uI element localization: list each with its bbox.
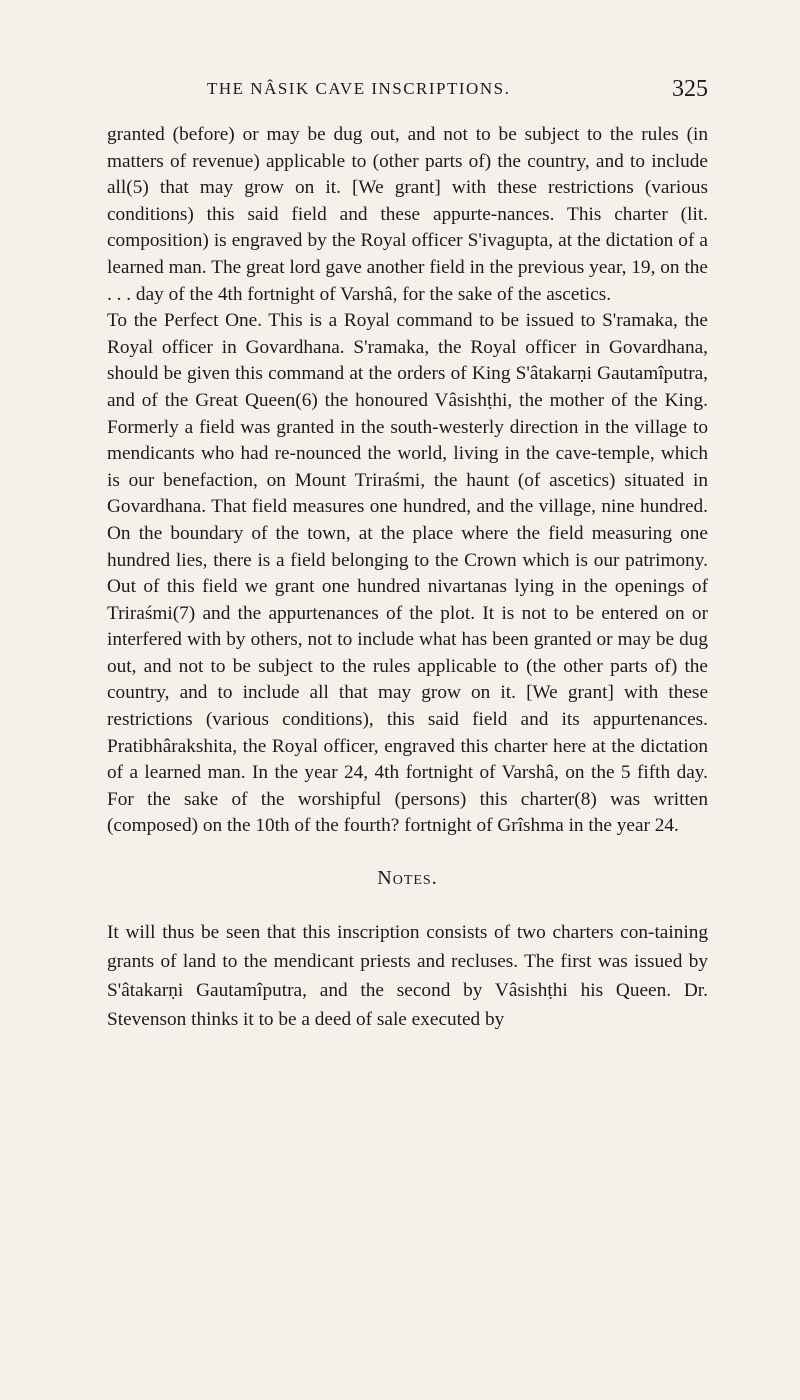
paragraph-continuation: granted (before) or may be dug out, and not to be subject to the rules (in matters of revenue) applicable to (other parts of) the country, and to include all(5) that may grow on it. [We grant] with these restrictions (various conditions) this said field and these appurte-nances. This charter (lit. composition) is engraved by the Royal officer S'ivagupta, at the dictation of a learned man. The great lord gave another field in the previous year, 19, on the . . . day of the 4th fortnight of Varshâ, for the sake of the ascetics. [107, 124, 708, 305]
paragraph-royal-command: To the Perfect One. This is a Royal command to be issued to S'ramaka, the Royal officer in Govardhana. S'ramaka, the Royal officer in Govardhana, should be given this command at the orders of King S'âtakarṇi Gautamîputra, and of the Great Queen(6) the honoured Vâsishṭhi, the mother of the King. Formerly a field was granted in the south-westerly direction in the village to mendicants who had re-nounced the world, living in the cave-temple, which is our benefaction, on Mount Triraśmi, the haunt (of ascetics) situated in Govardhana. That field measures one hundred, and the village, nine hundred. On the boundary of the town, at the place where the field measuring one hundred lies, there is a field belonging to the Crown which is our patrimony. Out of this field we grant one hundred nivartanas lying in the openings of Triraśmi(7) and the appurtenances of the plot. It is not to be entered on or interfered with by others, not to include what has been granted or may be dug out, and not to be subject to the rules applicable to (the other parts of) the country, and to include all that may grow on it. [We grant] with these restrictions (various conditions), this said field and its appurtenances. Pratibhârakshita, the Royal officer, engraved this charter here at the dictation of a learned man. In the year 24, 4th fortnight of Varshâ, on the 5 fifth day. For the sake of the worshipful (persons) this charter(8) was written (composed) on the 10th of the fourth? fortnight of Grîshma in the year 24. [107, 310, 708, 837]
body-text [107, 122, 708, 840]
page-number: 325 [672, 76, 708, 102]
running-title: THE NÂSIK CAVE INSCRIPTIONS. [207, 79, 511, 98]
notes-paragraph: It will thus be seen that this inscription consists of two charters con-taining grants of land to the mendicant priests and recluses. The first was issued by S'âtakarṇi Gautamîputra, and the second by Vâsishṭhi his Queen. Dr. Stevenson thinks it to be a deed of sale executed by [107, 922, 708, 1031]
notes-heading: Notes. [377, 867, 438, 890]
running-head [107, 78, 708, 122]
